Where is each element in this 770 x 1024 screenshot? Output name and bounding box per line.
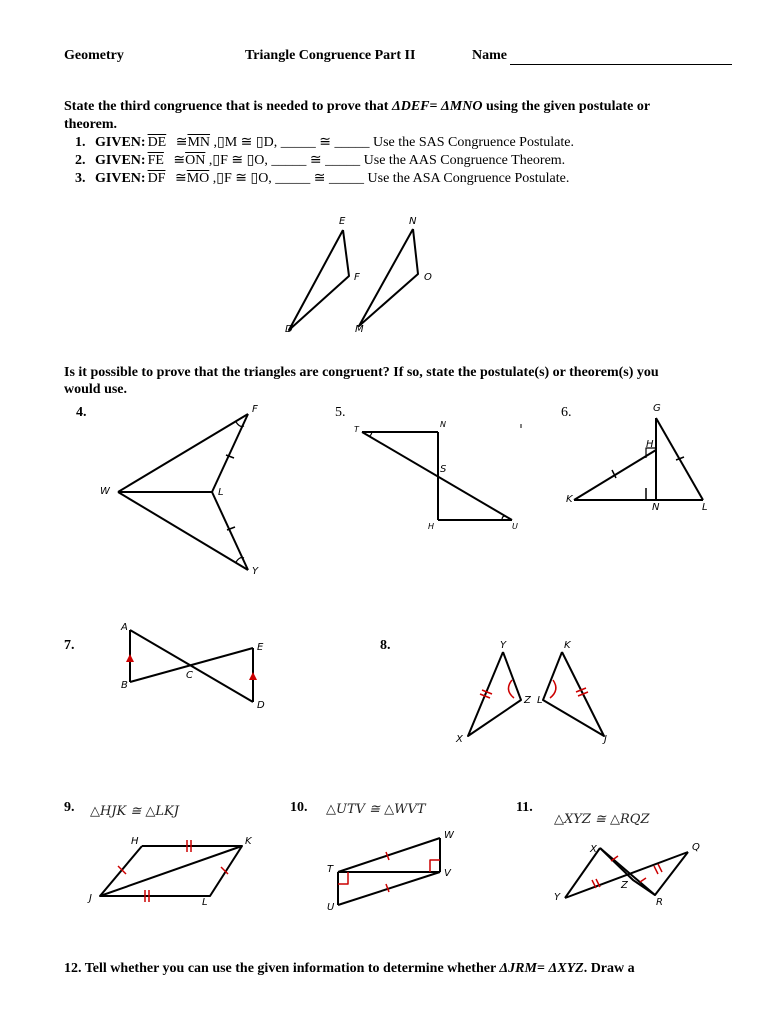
segment-2: $\overline{MN}$ bbox=[187, 135, 211, 150]
given-label: GIVEN: bbox=[95, 135, 146, 150]
item-number: 2. bbox=[75, 153, 86, 168]
problem-8-number: 8. bbox=[380, 638, 391, 653]
problem-11-number: 11. bbox=[516, 800, 533, 815]
p5-label-T: T bbox=[354, 425, 359, 434]
given-label: GIVEN: bbox=[95, 153, 146, 168]
p11-label-Z: Z bbox=[621, 880, 628, 891]
segment-2: $\overline{MO}$ bbox=[186, 171, 210, 186]
q12-triangle-xyz: ΔXYZ bbox=[548, 961, 584, 976]
figure-5 bbox=[362, 432, 512, 520]
label-E: E bbox=[339, 216, 346, 227]
p7-label-E: E bbox=[257, 642, 264, 653]
given-label: GIVEN: bbox=[95, 171, 146, 186]
instruction-text: State the third congruence that is needed to prove that bbox=[64, 99, 392, 114]
label-M: M bbox=[355, 324, 364, 335]
q12-text-end: . Draw a bbox=[583, 961, 635, 976]
name-label: Name bbox=[472, 48, 507, 63]
p7-label-D: D bbox=[257, 700, 265, 711]
p8-label-X: X bbox=[456, 734, 463, 745]
postulate-text: Use the ASA Congruence Postulate. bbox=[367, 171, 570, 186]
postulate-text: Use the SAS Congruence Postulate. bbox=[372, 135, 574, 150]
given-angles: ,▯F ≅ ▯O, _____ ≅ _____ bbox=[212, 171, 365, 186]
p11-label-Q: Q bbox=[692, 842, 700, 853]
p8-label-K: K bbox=[564, 640, 571, 651]
p6-label-G: G bbox=[653, 403, 661, 414]
problem-5-number: 5. bbox=[335, 405, 346, 420]
p4-label-L: L bbox=[218, 487, 224, 498]
segment-1: $\overline{FE}$ bbox=[147, 153, 164, 168]
figure-9 bbox=[100, 840, 242, 902]
question-12 bbox=[64, 960, 635, 977]
label-D: D bbox=[285, 324, 293, 335]
problem-10-number: 10. bbox=[290, 800, 308, 815]
p10-label-U: U bbox=[327, 902, 335, 913]
triangle-def-figure bbox=[289, 230, 349, 330]
problem-11-statement: △XYZ ≅ △RQZ bbox=[554, 812, 650, 827]
p10-label-T: T bbox=[327, 864, 334, 875]
figure-10 bbox=[338, 838, 440, 905]
p11-label-R: R bbox=[656, 897, 663, 908]
segment-1: $\overline{DE}$ bbox=[147, 135, 167, 150]
instruction-equals: = bbox=[429, 99, 441, 114]
q12-equals: = bbox=[536, 961, 549, 976]
p10-label-W: W bbox=[444, 830, 454, 841]
p9-label-J: J bbox=[89, 893, 92, 904]
given-angles: ,▯M ≅ ▯D, _____ ≅ _____ bbox=[213, 135, 370, 150]
figure-6 bbox=[574, 418, 703, 500]
figure-8 bbox=[468, 652, 604, 736]
p6-label-H: H bbox=[646, 439, 654, 450]
figure-7 bbox=[130, 630, 253, 702]
item-number: 1. bbox=[75, 135, 86, 150]
item-number: 3. bbox=[75, 171, 86, 186]
triangle-mno: ΔMNO bbox=[441, 99, 483, 114]
section1-instruction-cont: theorem. bbox=[64, 117, 117, 132]
problem-9-number: 9. bbox=[64, 800, 75, 815]
p8-label-Y: Y bbox=[500, 640, 507, 651]
p5-label-S: S bbox=[440, 464, 447, 475]
problem-7-number: 7. bbox=[64, 638, 75, 653]
p7-label-B: B bbox=[121, 680, 128, 691]
p6-label-K: K bbox=[566, 494, 573, 505]
p4-label-F: F bbox=[252, 404, 258, 415]
postulate-text: Use the AAS Congruence Theorem. bbox=[363, 153, 566, 168]
p8-label-L: L bbox=[537, 695, 543, 706]
item-1: 1. GIVEN: $\overline{DE}$ $≅\overline{MN}$ ,▯M ≅ ▯D, _____ ≅ _____ Use the SAS Congruence Postulate. bbox=[75, 135, 574, 150]
segment-2: $\overline{ON}$ bbox=[185, 153, 206, 168]
section2-instruction-cont: would use. bbox=[64, 382, 128, 397]
p6-label-N: N bbox=[652, 502, 660, 513]
p5-label-U: U bbox=[512, 522, 518, 531]
p10-label-V: V bbox=[444, 868, 451, 879]
triangle-def: ΔDEF bbox=[391, 99, 430, 114]
p6-label-L: L bbox=[702, 502, 708, 513]
p8-label-J: J bbox=[604, 734, 607, 745]
p5-label-H: H bbox=[428, 522, 435, 531]
p11-label-Y: Y bbox=[554, 892, 561, 903]
problem-6-number: 6. bbox=[561, 405, 572, 420]
p7-label-A: A bbox=[121, 622, 128, 633]
p9-label-K: K bbox=[245, 836, 252, 847]
segment-1: $\overline{DF}$ bbox=[147, 171, 166, 186]
p9-label-H: H bbox=[131, 836, 139, 847]
p4-label-Y: Y bbox=[252, 566, 259, 577]
given-angles: ,▯F ≅ ▯O, _____ ≅ _____ bbox=[208, 153, 361, 168]
item-3: 3. GIVEN: $\overline{DF}$ $≅\overline{MO}$ ,▯F ≅ ▯O, _____ ≅ _____ Use the ASA Congruence Postulate. bbox=[75, 171, 570, 186]
label-N: N bbox=[409, 216, 417, 227]
subject-heading: Geometry bbox=[64, 48, 124, 63]
p8-label-Z: Z bbox=[524, 695, 531, 706]
problem-10-statement: △UTV ≅ △WVT bbox=[326, 802, 426, 817]
item-2: 2. GIVEN: $\overline{FE}$ $≅\overline{ON}$ ,▯F ≅ ▯O, _____ ≅ _____ Use the AAS Congruence Theorem. bbox=[75, 153, 566, 168]
problem-9-statement: △HJK ≅ △LKJ bbox=[90, 804, 179, 819]
section2-instruction: Is it possible to prove that the triangles are congruent? If so, state the postulate(s) or theorem(s) you bbox=[64, 365, 659, 380]
worksheet-title: Triangle Congruence Part II bbox=[245, 48, 416, 63]
triangle-mno-figure bbox=[359, 229, 418, 326]
label-O: O bbox=[424, 272, 432, 283]
label-F: F bbox=[354, 272, 360, 283]
q12-text: 12. Tell whether you can use the given information to determine whether bbox=[64, 961, 500, 976]
p7-label-C: C bbox=[186, 670, 193, 681]
p9-label-L: L bbox=[202, 897, 208, 908]
figure-4 bbox=[118, 414, 248, 570]
instruction-text-end: using the given postulate or bbox=[482, 99, 651, 114]
p4-label-W: W bbox=[100, 486, 110, 497]
problem-4-number: 4. bbox=[76, 405, 87, 420]
q12-triangle-jrm: ΔJRM bbox=[499, 961, 537, 976]
p5-label-N: N bbox=[440, 420, 446, 429]
p11-label-X: X bbox=[590, 844, 597, 855]
